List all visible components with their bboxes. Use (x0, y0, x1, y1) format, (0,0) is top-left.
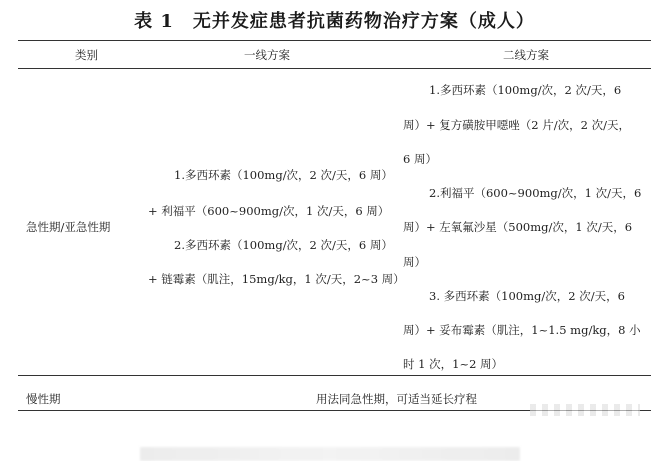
second-line-text: 周） (403, 255, 426, 269)
table-top-rule (18, 40, 651, 41)
second-line-text: 周）+ 妥布霉素（肌注，1~1.5 mg/kg，8 小 (403, 323, 641, 337)
header-second-line: 二线方案 (503, 48, 549, 62)
second-line-text: 周）+ 复方磺胺甲噁唑（2 片/次，2 次/天， (403, 118, 630, 132)
table-header-rule (18, 68, 651, 69)
first-line-text: 1.多西环素（100mg/次，2 次/天，6 周） (174, 168, 393, 182)
table-row-rule (18, 375, 651, 376)
row-category-acute: 急性期/亚急性期 (26, 220, 111, 234)
second-line-text: 时 1 次，1~2 周） (403, 357, 504, 371)
header-first-line: 一线方案 (244, 48, 290, 62)
first-line-text: + 利福平（600~900mg/次，1 次/天，6 周） (148, 204, 390, 218)
blurred-next-title (140, 447, 520, 461)
second-line-text: 3. 多西环素（100mg/次，2 次/天，6 (429, 289, 625, 303)
first-line-text: 2.多西环素（100mg/次，2 次/天，6 周） (174, 238, 393, 252)
table-title: 表 1 无并发症患者抗菌药物治疗方案（成人） (134, 11, 535, 32)
first-line-text: + 链霉素（肌注，15mg/kg，1 次/天，2~3 周） (148, 272, 405, 286)
second-line-text: 1.多西环素（100mg/次，2 次/天，6 (429, 83, 622, 97)
header-category: 类别 (75, 48, 98, 62)
second-line-text: 周）+ 左氧氟沙星（500mg/次，1 次/天，6 (403, 220, 633, 234)
row-category-chronic: 慢性期 (26, 392, 61, 406)
faded-text-fragment (530, 404, 640, 416)
chronic-regimen-text: 用法同急性期，可适当延长疗程 (316, 392, 477, 406)
second-line-text: 2.利福平（600~900mg/次，1 次/天，6 (429, 186, 642, 200)
second-line-text: 6 周） (403, 152, 437, 166)
